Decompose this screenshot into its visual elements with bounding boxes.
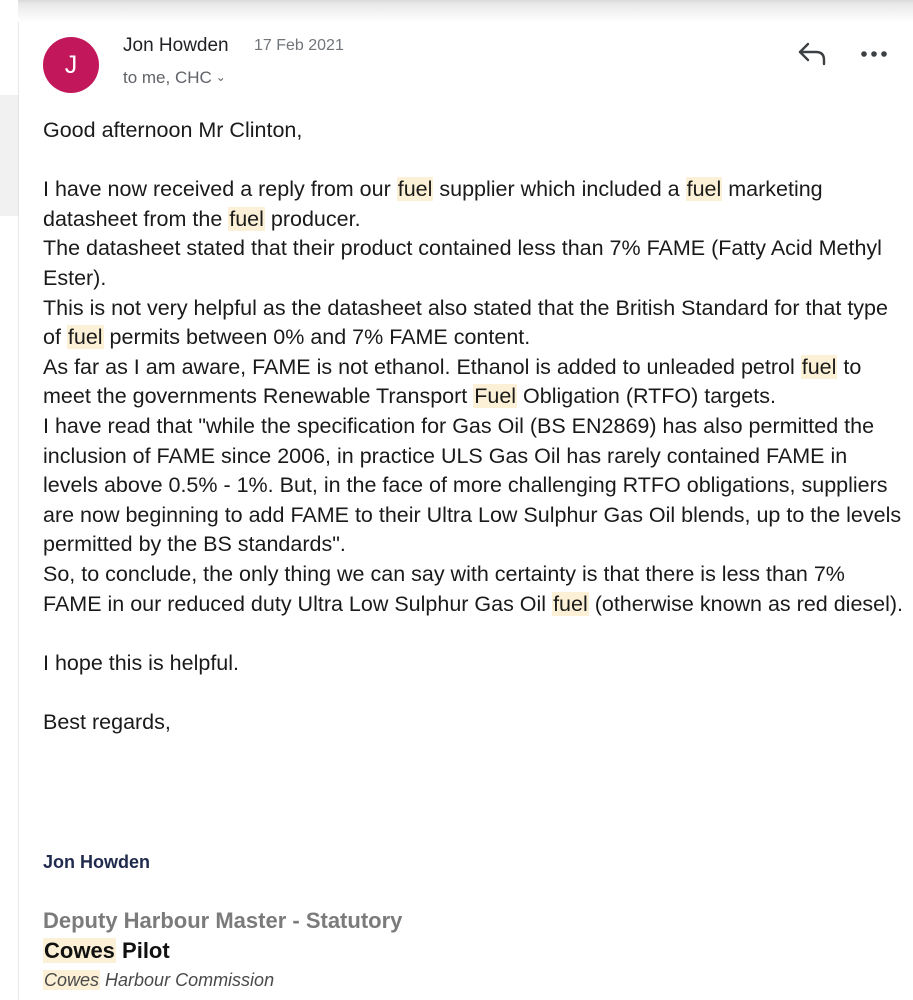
top-divider [18,0,913,22]
signature-pilot: Cowes Pilot [44,938,170,963]
email-date: 17 Feb 2021 [254,37,344,54]
recipients-label: to me, CHC [123,68,212,87]
signature-role: Deputy Harbour Master - Statutory [43,908,403,933]
search-highlight: Cowes [44,938,115,963]
search-highlight: fuel [397,177,433,202]
paragraph-conclusion: So, to conclude, the only thing we can say with certainty is that there is less than 7% FAME in our reduced duty Ultra Low Sulphur Gas Oil fuel (otherwise known as red diesel). [43,561,904,616]
greeting: Good afternoon Mr Clinton, [43,118,303,142]
reply-button[interactable] [796,38,830,68]
email-body [43,116,903,737]
left-rail [0,0,19,1000]
closing-regards: Best regards, [43,709,171,734]
left-rail-panel [0,95,19,216]
paragraph-quote: I have read that "while the specification for Gas Oil (BS EN2869) has also permitted the inclusion of FAME since 2006, in practice ULS Gas Oil has rarely contained FAME in levels above 0.5% - 1%. But, in the face of more challenging RTFO obligations, suppliers are now beginning to add FAME to their Ultra Low Sulphur Gas Oil blends, up to the levels permitted by the BS standards". [43,413,902,557]
search-highlight: fuel [686,177,722,202]
search-highlight: fuel [553,591,588,616]
sender-name[interactable]: Jon Howden [123,35,229,56]
closing-hope: I hope this is helpful. [43,650,240,675]
search-highlight: fuel [67,325,103,350]
sender-avatar[interactable]: J [43,37,99,93]
search-highlight: Fuel [474,384,517,409]
search-highlight: fuel [801,354,837,379]
recipients-toggle[interactable] [123,68,226,88]
paragraph-ethanol: As far as I am aware, FAME is not ethanol. Ethanol is added to unleaded petrol fuel to meet the governments Renewable Transport Fuel Obligation (RTFO) targets. [43,354,862,409]
paragraph-supplier-reply: I have now received a reply from our fuel supplier which included a fuel marketing datasheet from the fuel producer. [43,177,823,231]
more-options-button[interactable] [858,44,892,64]
search-highlight: fuel [229,206,264,231]
more-horizontal-icon [858,44,892,64]
signature-organisation: Cowes Harbour Commission [44,970,275,990]
paragraph-datasheet: The datasheet stated that their product contained less than 7% FAME (Fatty Acid Methyl Ester). [43,236,882,290]
search-highlight: Cowes [44,970,100,990]
reply-icon [796,38,830,68]
paragraph-british-standard: This is not very helpful as the datasheet also stated that the British Standard for that type of fuel permits between 0% and 7% FAME content. [43,295,888,350]
signature-name: Jon Howden [43,852,150,872]
chevron-down-icon: ⌄ [215,70,226,84]
